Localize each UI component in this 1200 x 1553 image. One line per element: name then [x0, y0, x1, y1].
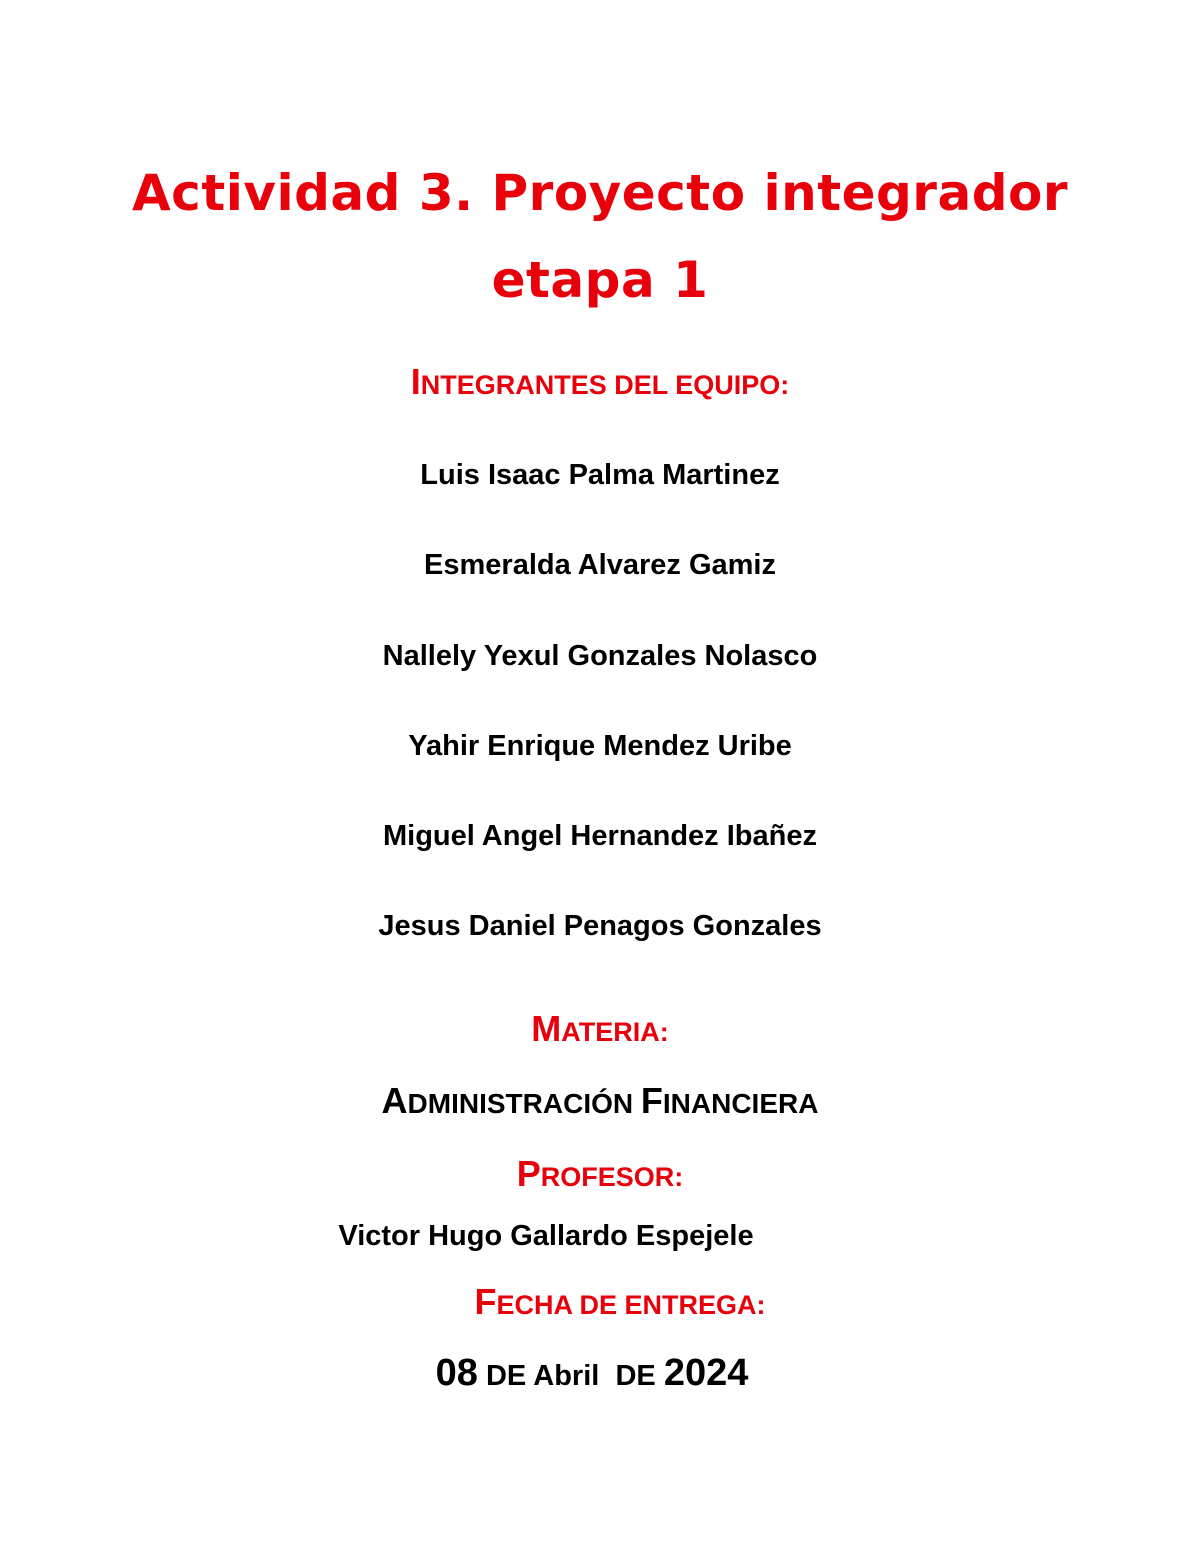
delivery-de-2: DE	[615, 1360, 656, 1392]
subject-word2-initial: F	[640, 1080, 663, 1121]
subject-heading-initial: M	[531, 1008, 562, 1049]
title-line-2: etapa 1	[491, 251, 709, 309]
delivery-day: 08	[435, 1352, 478, 1394]
delivery-date	[0, 1354, 1192, 1392]
team-heading	[0, 361, 1200, 402]
delivery-year: 2024	[663, 1352, 749, 1394]
delivery-heading	[20, 1281, 1200, 1322]
team-heading-rest: NTEGRANTES DEL EQUIPO:	[420, 370, 790, 400]
subject-name	[0, 1080, 1200, 1121]
delivery-heading-rest: ECHA DE ENTREGA:	[496, 1290, 766, 1320]
professor-heading-initial: P	[516, 1153, 541, 1194]
professor-heading-rest: ROFESOR:	[540, 1162, 684, 1192]
team-heading-initial: I	[410, 361, 421, 402]
delivery-month: Abril	[533, 1360, 600, 1392]
subject-heading	[0, 1008, 1200, 1049]
professor-name: Victor Hugo Gallardo Espejele	[338, 1220, 754, 1252]
team-member: Nallely Yexul Gonzales Nolasco	[382, 640, 818, 672]
title-line-1: Actividad 3. Proyecto integrador	[131, 164, 1069, 222]
team-member: Yahir Enrique Mendez Uribe	[408, 730, 792, 762]
delivery-heading-initial: F	[474, 1281, 497, 1322]
professor-heading	[0, 1153, 1200, 1194]
team-member: Esmeralda Alvarez Gamiz	[424, 549, 776, 581]
team-member: Jesus Daniel Penagos Gonzales	[378, 910, 822, 942]
subject-word1-initial: A	[381, 1080, 408, 1121]
team-member: Luis Isaac Palma Martinez	[420, 459, 780, 491]
subject-heading-rest: ATERIA:	[561, 1017, 669, 1047]
subject-word1-rest: DMINISTRACIÓN	[407, 1088, 634, 1119]
team-member: Miguel Angel Hernandez Ibañez	[383, 820, 817, 852]
delivery-de-1: DE	[485, 1360, 527, 1392]
subject-word2-rest: INANCIERA	[662, 1088, 819, 1119]
